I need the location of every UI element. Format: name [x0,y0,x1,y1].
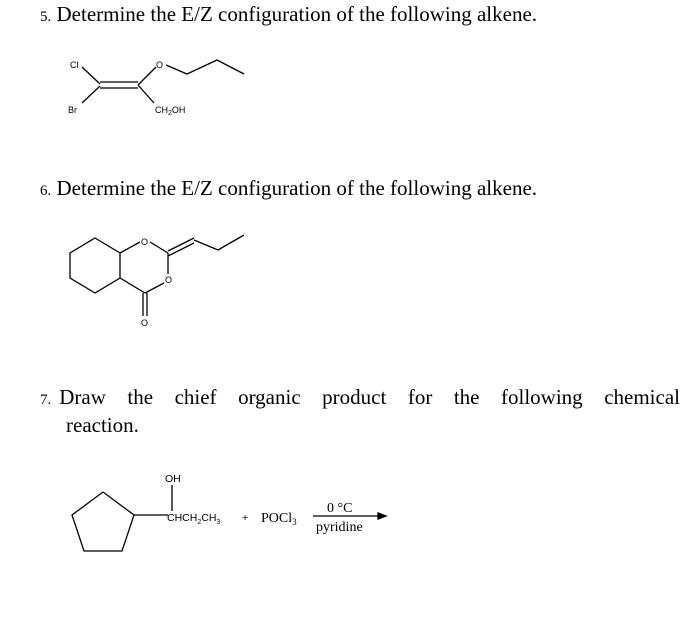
br-label: Br [68,105,77,115]
question-number: 7. [40,392,52,408]
condition-bottom: pyridine [316,520,363,535]
question-text: Determine the E/Z configuration of the following alkene. [56,176,538,200]
alkene-5 [68,60,244,117]
bond-ring-o-top [120,242,140,253]
o-label: O [156,60,164,70]
question-7 [40,385,680,438]
ch2oh-label: $CH_2OH$ [155,105,186,117]
question-number: 6. [40,183,52,199]
chain-label: $CHCH_2CH_3$ [167,512,221,526]
propyl-chain [166,60,244,74]
question-number: 5. [40,9,52,25]
question-text: Determine the E/Z configuration of the following alkene. [56,2,538,26]
o-ring-bottom-label: O [165,275,173,285]
cyclohexane-ring [70,238,120,293]
bond-o-bottom-carbonyl [145,283,164,293]
bond-c-ch2oh [138,85,154,103]
ethyl-chain [194,235,244,250]
bond-br [82,86,100,103]
question-text-line1: Draw the chief organic product for the following chemical [59,385,680,409]
bond-c-o [138,67,156,85]
o-carbonyl-label: O [141,318,149,328]
bond-o-top-c [150,242,168,253]
condition-top: 0 °C [327,501,353,516]
reagent-label: POCl$_3$ [261,511,297,527]
molecule-6-structure [70,235,244,328]
o-ring-top-label: O [141,237,149,247]
reaction-7-scheme [72,473,386,551]
cyclopentane-ring [72,492,134,551]
question-text-line2: reaction. [66,413,139,437]
cl-label: Cl [70,60,79,70]
bond-carbonyl-ring [120,278,145,293]
reaction-arrow-head [378,513,386,519]
plus-sign: + [242,512,249,524]
oh-label: OH [165,473,181,485]
question-6 [40,176,537,201]
bond-cl [82,67,100,84]
